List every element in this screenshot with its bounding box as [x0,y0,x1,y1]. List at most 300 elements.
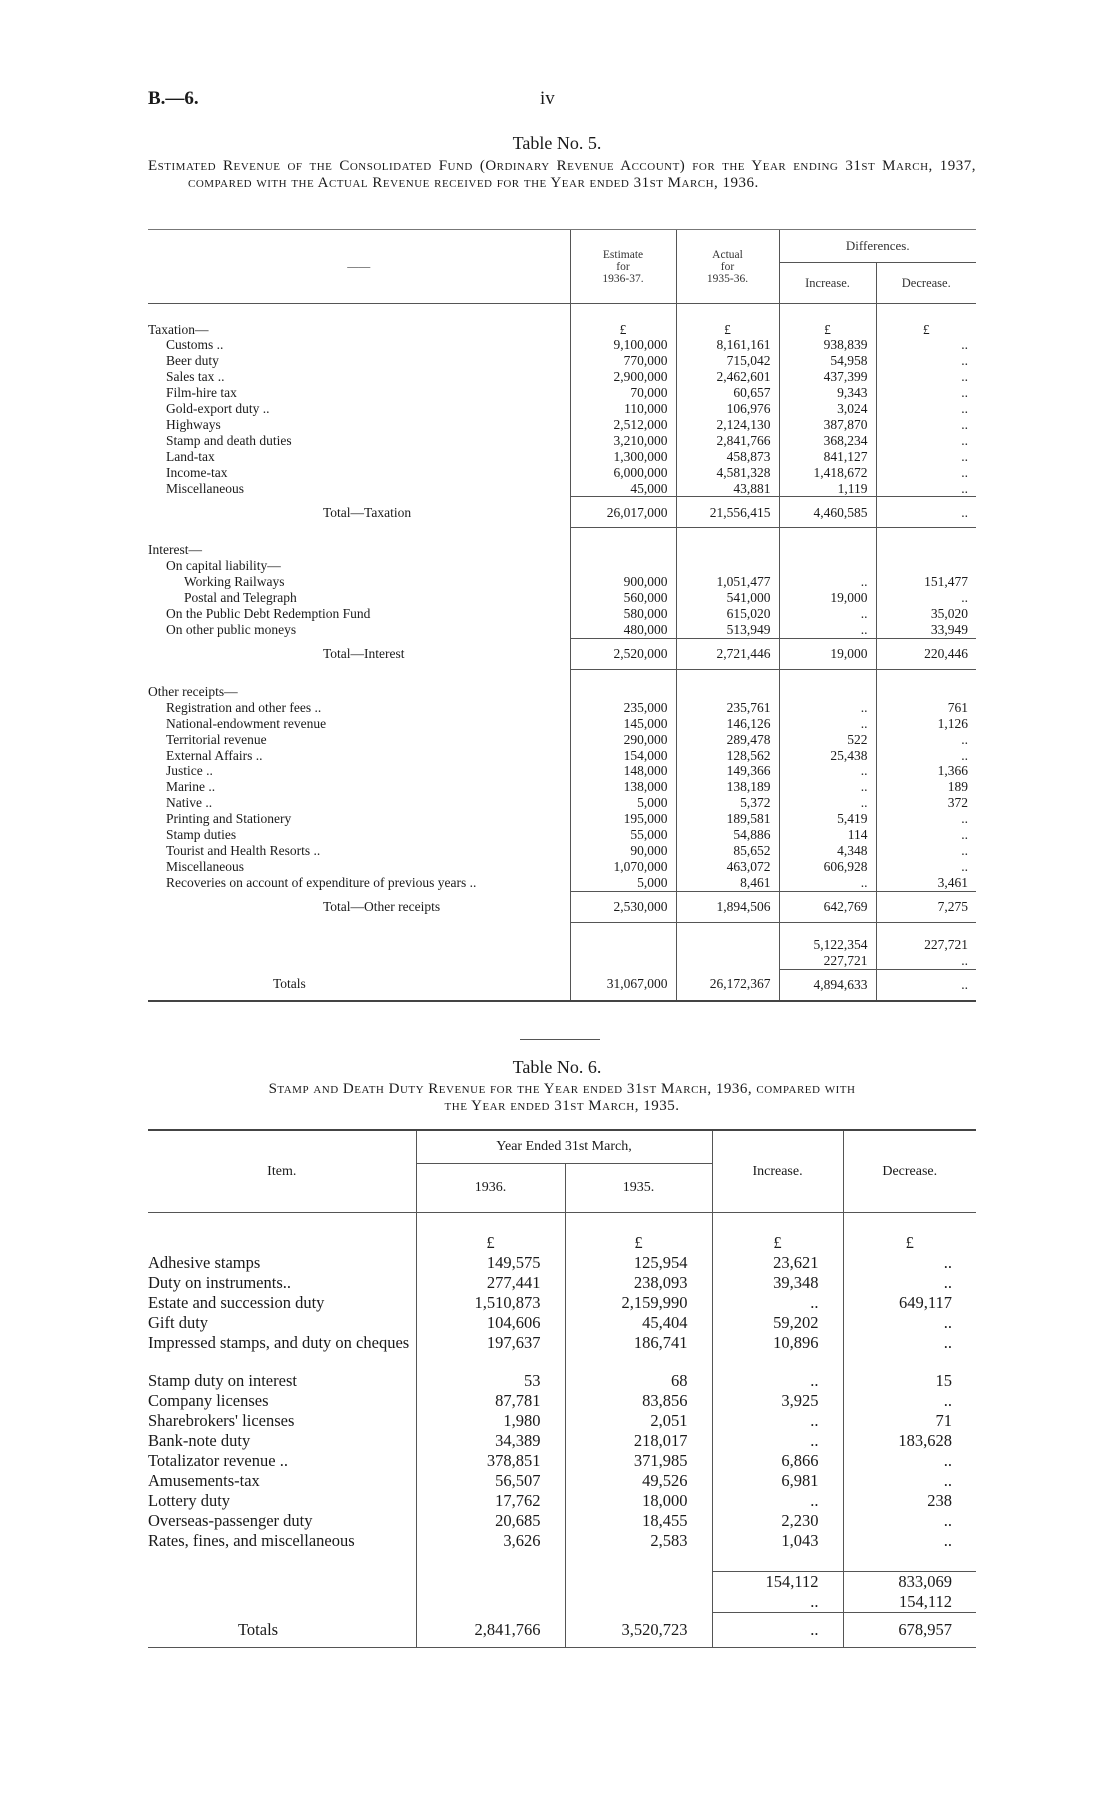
actual-header-line2: for [720,260,735,273]
increase-cell: .. [779,606,876,622]
increase-cell: .. [779,574,876,590]
subtotal-increase-2: .. [712,1592,843,1613]
actual-cell: 85,652 [676,843,779,859]
table-row [148,700,976,716]
row-label-text: Impressed stamps, and duty on cheques [148,1333,410,1352]
y1935-cell: 68 [565,1371,712,1391]
decrease-cell: 3,461 [876,875,976,891]
increase-cell: 54,958 [779,353,876,369]
table-row [148,542,976,558]
table5-decrease-header: Decrease. [876,263,976,304]
actual-cell: 128,562 [676,748,779,764]
interest-subheading: On capital liability— [166,558,281,574]
decrease-cell: .. [876,433,976,449]
table-row-grand-total [148,1613,976,1648]
y1936-cell: 1,510,873 [416,1293,565,1313]
table-row [148,606,976,622]
estimate-header-line2: for [616,260,630,273]
y1935-cell: 238,093 [565,1273,712,1293]
estimate-cell: 70,000 [570,385,676,401]
table-row [148,748,976,764]
totals-label: Totals [148,1613,416,1648]
estimate-cell: 480,000 [570,622,676,638]
row-label: Sales tax .. [166,369,225,385]
table-row [148,1511,976,1531]
decrease-cell: 183,628 [843,1431,976,1451]
row-label: Recoveries on account of expenditure of previous years .. [166,875,477,891]
increase-cell: 437,399 [779,369,876,385]
increase-cell: 1,418,672 [779,465,876,481]
estimate-cell: 1,300,000 [570,449,676,465]
document-reference: B.—6. [148,88,199,109]
increase-cell: 39,348 [712,1273,843,1293]
row-label: Bank-note duty [148,1431,251,1450]
increase-cell: .. [779,763,876,779]
y1935-cell: 2,159,990 [565,1293,712,1313]
table-row [148,558,976,574]
estimate-cell: 2,530,000 [570,891,676,922]
actual-cell: 2,841,766 [676,433,779,449]
y1936-cell: 2,841,766 [416,1613,565,1648]
table-row-total [148,497,976,528]
table-row [148,1293,976,1313]
section-divider [520,1039,600,1040]
table-row [148,353,976,369]
table-row [148,1313,976,1333]
table-row [148,859,976,875]
actual-cell: 43,881 [676,481,779,497]
estimate-cell: 5,000 [570,795,676,811]
decrease-cell: .. [843,1531,976,1551]
row-label: Marine .. [166,779,216,795]
table6-increase-header: Increase. [712,1130,843,1213]
decrease-cell: 238 [843,1491,976,1511]
decrease-cell: 189 [876,779,976,795]
actual-cell: 189,581 [676,811,779,827]
table6-1935-header: 1935. [565,1164,712,1213]
actual-cell: 2,124,130 [676,417,779,433]
estimate-header-line3: 1936-37. [602,272,644,285]
increase-cell: 387,870 [779,417,876,433]
table-row [148,1273,976,1293]
y1935-cell: 218,017 [565,1431,712,1451]
y1936-cell: 1,980 [416,1411,565,1431]
increase-cell: 2,230 [712,1511,843,1531]
actual-cell: 60,657 [676,385,779,401]
decrease-cell: 761 [876,700,976,716]
y1935-cell: 2,583 [565,1531,712,1551]
decrease-cell: .. [876,843,976,859]
y1936-cell: 378,851 [416,1451,565,1471]
row-label: Beer duty [166,353,219,369]
y1936-cell: 34,389 [416,1431,565,1451]
estimate-cell: 6,000,000 [570,465,676,481]
actual-cell: 458,873 [676,449,779,465]
decrease-cell: .. [876,732,976,748]
increase-cell: 10,896 [712,1333,843,1371]
table-row-subtotal [148,937,976,953]
increase-cell: 1,119 [779,481,876,497]
row-label: Stamp and death duties [166,432,292,448]
decrease-cell: .. [876,811,976,827]
table6 [148,1129,976,1648]
estimate-cell: 3,210,000 [570,433,676,449]
table-row [148,1411,976,1431]
table6-description-line2: the Year ended 31st March, 1935. [444,1098,680,1114]
increase-cell: 368,234 [779,433,876,449]
increase-cell: 5,419 [779,811,876,827]
decrease-cell: .. [876,748,976,764]
increase-cell: .. [779,875,876,891]
estimate-cell: 45,000 [570,481,676,497]
table-row [148,337,976,353]
y1935-cell: 2,051 [565,1411,712,1431]
table5-blank-header: —— [148,230,570,304]
decrease-cell: 35,020 [876,606,976,622]
row-label: Income-tax [166,464,228,480]
table-row-total [148,891,976,922]
table-row [148,465,976,481]
row-label: Justice .. [166,763,213,779]
actual-cell: 463,072 [676,859,779,875]
estimate-header-line1: Estimate [602,248,644,261]
table6-item-header: Item. [148,1130,416,1213]
other-receipts-heading: Other receipts— [148,683,238,699]
y1935-cell: 18,455 [565,1511,712,1531]
increase-cell: 606,928 [779,859,876,875]
row-label: On the Public Debt Redemption Fund [166,606,371,622]
row-label: Customs .. [166,337,224,353]
row-label: Estate and succession duty [148,1293,325,1312]
table5-estimate-header [570,230,676,304]
taxation-heading: Taxation— [148,321,209,337]
table-row [148,481,976,497]
estimate-cell: 900,000 [570,574,676,590]
increase-cell: 25,438 [779,748,876,764]
decrease-cell: .. [843,1511,976,1531]
row-label: Lottery duty [148,1491,231,1510]
actual-cell: 1,894,506 [676,891,779,922]
increase-cell: 19,000 [779,638,876,669]
y1935-cell: 18,000 [565,1491,712,1511]
actual-cell: 1,051,477 [676,574,779,590]
increase-cell: .. [712,1491,843,1511]
increase-cell: .. [779,779,876,795]
estimate-cell: 55,000 [570,827,676,843]
currency-symbol: £ [565,1233,712,1253]
row-label: Native .. [166,795,213,811]
decrease-cell: 15 [843,1371,976,1391]
table5-differences-header: Differences. [779,230,976,263]
actual-cell: 615,020 [676,606,779,622]
increase-cell: 114 [779,827,876,843]
table-row [148,322,976,338]
currency-symbol: £ [843,1233,976,1253]
estimate-cell: 1,070,000 [570,859,676,875]
row-label: Company licenses [148,1391,269,1410]
decrease-cell: 7,275 [876,891,976,922]
decrease-cell: .. [876,449,976,465]
estimate-cell: 560,000 [570,590,676,606]
actual-cell: 2,721,446 [676,638,779,669]
actual-header-line1: Actual [712,248,743,261]
y1935-cell: 49,526 [565,1471,712,1491]
currency-symbol: £ [676,322,779,338]
increase-cell: .. [712,1431,843,1451]
increase-cell: .. [779,622,876,638]
currency-symbol: £ [712,1233,843,1253]
table-row [148,763,976,779]
increase-cell: 6,981 [712,1471,843,1491]
table-row [148,827,976,843]
increase-cell: 4,348 [779,843,876,859]
increase-cell: .. [779,795,876,811]
table-row [148,1333,976,1371]
table-row-grand-total [148,969,976,1001]
y1936-cell: 17,762 [416,1491,565,1511]
y1935-cell: 125,954 [565,1253,712,1273]
actual-cell: 541,000 [676,590,779,606]
estimate-cell: 110,000 [570,401,676,417]
increase-cell: 6,866 [712,1451,843,1471]
increase-cell: 3,024 [779,401,876,417]
actual-cell: 54,886 [676,827,779,843]
table-row [148,875,976,891]
decrease-cell: .. [876,827,976,843]
actual-cell: 8,461 [676,875,779,891]
actual-cell: 26,172,367 [676,969,779,1001]
decrease-cell: .. [876,859,976,875]
table-row [148,795,976,811]
table-row [148,1391,976,1411]
estimate-cell: 5,000 [570,875,676,891]
y1936-cell: 56,507 [416,1471,565,1491]
decrease-cell: 678,957 [843,1613,976,1648]
table-row [148,716,976,732]
row-label: Film-hire tax [166,385,237,401]
table-row-subtotal [148,1572,976,1593]
decrease-cell: .. [876,385,976,401]
estimate-cell: 2,900,000 [570,369,676,385]
actual-cell: 289,478 [676,732,779,748]
increase-cell: 938,839 [779,337,876,353]
row-label: Highways [166,416,221,432]
decrease-cell: .. [876,590,976,606]
table5-body [148,304,976,1001]
y1936-cell: 3,626 [416,1531,565,1551]
decrease-cell: .. [876,353,976,369]
subtotal-increase-1: 154,112 [712,1572,843,1593]
actual-cell: 138,189 [676,779,779,795]
actual-cell: 106,976 [676,401,779,417]
decrease-cell: .. [876,481,976,497]
table-row [148,1371,976,1391]
row-label: Sharebrokers' licenses [148,1411,295,1430]
actual-cell: 149,366 [676,763,779,779]
estimate-cell: 26,017,000 [570,497,676,528]
table-row-subtotal [148,1592,976,1613]
total-interest-label: Total—Interest [323,645,405,661]
estimate-cell: 148,000 [570,763,676,779]
row-label: Amusements-tax [148,1471,260,1490]
table6-1936-header: 1936. [416,1164,565,1213]
decrease-cell: 33,949 [876,622,976,638]
row-label: Miscellaneous [166,858,244,874]
row-label: National-endowment revenue [166,715,327,731]
table-row [148,684,976,700]
estimate-cell: 290,000 [570,732,676,748]
subtotal-decrease-1: 227,721 [876,937,976,953]
estimate-cell: 145,000 [570,716,676,732]
row-label: Gift duty [148,1313,209,1332]
decrease-cell: .. [876,465,976,481]
decrease-cell: 1,126 [876,716,976,732]
decrease-cell: .. [843,1471,976,1491]
decrease-cell: .. [876,401,976,417]
decrease-cell: 71 [843,1411,976,1431]
table5-title: Table No. 5. [512,133,602,153]
row-label: Gold-export duty .. [166,401,270,417]
row-label: Rates, fines, and miscellaneous [148,1531,355,1550]
row-label: Printing and Stationery [166,811,292,827]
table-row-total [148,638,976,669]
y1935-cell: 186,741 [565,1333,712,1371]
decrease-cell: .. [843,1391,976,1411]
table-row [148,811,976,827]
row-label: Overseas-passenger duty [148,1511,313,1530]
page-number: iv [540,88,555,109]
increase-cell: .. [712,1371,843,1391]
decrease-cell: .. [843,1253,976,1273]
table-row [148,1451,976,1471]
decrease-cell: 220,446 [876,638,976,669]
estimate-cell: 9,100,000 [570,337,676,353]
actual-header-line3: 1935-36. [706,272,749,285]
interest-heading: Interest— [148,542,202,558]
actual-cell: 5,372 [676,795,779,811]
table6-decrease-header: Decrease. [843,1130,976,1213]
estimate-cell: 2,512,000 [570,417,676,433]
table-row [148,401,976,417]
actual-cell: 2,462,601 [676,369,779,385]
decrease-cell: .. [876,497,976,528]
table-row [148,1531,976,1551]
y1936-cell: 104,606 [416,1313,565,1333]
estimate-cell: 770,000 [570,353,676,369]
row-label: External Affairs .. [166,747,263,763]
row-label: Tourist and Health Resorts .. [166,842,321,858]
increase-cell: 841,127 [779,449,876,465]
decrease-cell: .. [876,969,976,1001]
totals-label: Totals [148,969,570,1001]
currency-symbol: £ [416,1233,565,1253]
row-label: Duty on instruments.. [148,1273,291,1292]
total-taxation-label: Total—Taxation [323,504,412,520]
row-label: Miscellaneous [166,480,244,496]
currency-symbol: £ [779,322,876,338]
table-row [148,1431,976,1451]
y1935-cell: 45,404 [565,1313,712,1333]
row-label: Adhesive stamps [148,1253,261,1272]
table-row [148,622,976,638]
decrease-cell: 649,117 [843,1293,976,1313]
decrease-cell: 372 [876,795,976,811]
increase-cell: 19,000 [779,590,876,606]
estimate-cell: 154,000 [570,748,676,764]
estimate-cell: 31,067,000 [570,969,676,1001]
row-label: Stamp duties [166,827,237,843]
decrease-cell: .. [843,1313,976,1333]
table5-actual-header [676,230,779,304]
table-row [148,1471,976,1491]
row-label: Territorial revenue [166,731,267,747]
increase-cell: 59,202 [712,1313,843,1333]
increase-cell: .. [779,716,876,732]
subtotal-decrease-2: 154,112 [843,1592,976,1613]
table-row-subtotal [148,953,976,969]
increase-cell: 3,925 [712,1391,843,1411]
increase-cell: 1,043 [712,1531,843,1551]
increase-cell: 522 [779,732,876,748]
subtotal-decrease-2: .. [876,953,976,969]
increase-cell: .. [712,1613,843,1648]
increase-cell: 23,621 [712,1253,843,1273]
table6-title: Table No. 6. [512,1057,602,1077]
y1935-cell: 3,520,723 [565,1613,712,1648]
subtotal-decrease-1: 833,069 [843,1572,976,1593]
estimate-cell: 195,000 [570,811,676,827]
table5-increase-header: Increase. [779,263,876,304]
table-row [148,385,976,401]
decrease-cell: .. [843,1333,976,1371]
estimate-cell: 2,520,000 [570,638,676,669]
table-row [148,417,976,433]
table5-description-text: Estimated Revenue of the Consolidated Fund (Ordinary Revenue Account) for the Year ending 31st March, 1937, compared with the Actual Revenue received for the Year ended 31st March, 1936. [148,158,976,191]
y1936-cell: 149,575 [416,1253,565,1273]
actual-cell: 4,581,328 [676,465,779,481]
decrease-cell: 1,366 [876,763,976,779]
table5-description [148,158,976,192]
increase-cell: .. [712,1411,843,1431]
actual-cell: 235,761 [676,700,779,716]
y1936-cell: 20,685 [416,1511,565,1531]
table6-year-ended-header: Year Ended 31st March, [416,1130,712,1164]
estimate-cell: 580,000 [570,606,676,622]
row-label: Stamp duty on interest [148,1371,297,1390]
table-row [148,779,976,795]
decrease-cell: .. [843,1273,976,1293]
table6-description [148,1081,976,1115]
decrease-cell: .. [876,417,976,433]
actual-cell: 715,042 [676,353,779,369]
y1935-cell: 83,856 [565,1391,712,1411]
decrease-cell: 151,477 [876,574,976,590]
y1936-cell: 197,637 [416,1333,565,1371]
y1936-cell: 53 [416,1371,565,1391]
decrease-cell: .. [843,1451,976,1471]
actual-cell: 21,556,415 [676,497,779,528]
estimate-cell: 138,000 [570,779,676,795]
y1935-cell: 371,985 [565,1451,712,1471]
table-row [148,732,976,748]
estimate-cell: 90,000 [570,843,676,859]
table5 [148,229,976,1002]
currency-symbol: £ [570,322,676,338]
table6-body [148,1213,976,1648]
currency-symbol: £ [876,322,976,338]
row-label: Land-tax [166,448,215,464]
table-row [148,1253,976,1273]
